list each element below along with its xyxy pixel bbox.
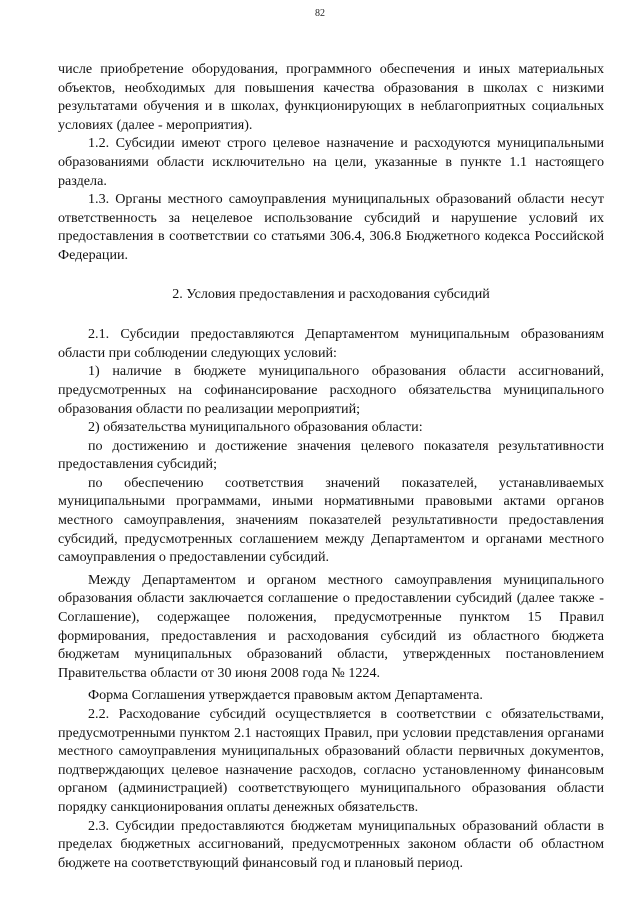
document-body	[58, 60, 604, 872]
paragraph-continuation: числе приобретение оборудования, программного обеспечения и иных материальных объектов, необходимых для повышения качества образования в школах с низкими результатами обучения и в школах, функционирующих в неблагоприятных социальных условиях (далее - мероприятия).	[58, 61, 604, 133]
paragraph-2-1-item-2b: по обеспечению соответствия значений показателей, устанавливаемых муниципальными программами, иными нормативными правовыми актами органов местного самоуправления, значениям показателей результативности предоставления субсидий, предусмотренных соглашением между Департаментом и органами местного самоуправления о предоставлении субсидий.	[58, 474, 604, 566]
paragraph-2-2: 2.2. Расходование субсидий осуществляется в соответствии с обязательствами, предусмотренными пунктом 2.1 настоящих Правил, при условии представления органами местного самоуправления муниципальных образований области первичных документов, подтверждающих целевое назначение расходов, согласно установленному финансовым органом (администрацией) соответствующего муниципального образования области порядку санкционирования оплаты денежных обязательств.	[58, 706, 604, 815]
paragraph-2-1-item-1: 1) наличие в бюджете муниципального образования области ассигнований, предусмотренных на софинансирование расходного обязательства муниципального образования области по реализации мероприятий;	[58, 363, 604, 417]
section-heading: 2. Условия предоставления и расходования субсидий	[172, 285, 490, 302]
paragraph-agreement: Между Департаментом и органом местного самоуправления муниципального образования области заключается соглашение о предоставлении субсидий (далее также - Соглашение), содержащее положения, предусмотренные пунктом 15 Правил формирования, предоставления и расходования субсидий из областного бюджета бюджетам муниципальных образований области, утвержденных постановлением Правительства области от 30 июня 2008 года № 1224.	[58, 571, 604, 681]
paragraph-2-1-item-2: 2) обязательства муниципального образования области:	[88, 419, 423, 436]
paragraph-2-3: 2.3. Субсидии предоставляются бюджетам муниципальных образований области в пределах бюджетных ассигнований, предусмотренных законом области об областном бюджете на соответствующий финансовый год и плановый период.	[58, 817, 604, 871]
page-number: 82	[315, 8, 325, 19]
paragraph-2-1-item-2a: по достижению и достижение значения целевого показателя результативности предоставления субсидий;	[58, 437, 604, 473]
paragraph-agreement-form: Форма Соглашения утверждается правовым актом Департамента.	[88, 687, 483, 704]
paragraph-1-2: 1.2. Субсидии имеют строго целевое назначение и расходуются муниципальными образованиями области исключительно на цели, указанные в пункте 1.1 настоящего раздела.	[58, 135, 604, 189]
paragraph-1-3: 1.3. Органы местного самоуправления муниципальных образований области несут ответственность за нецелевое использование субсидий и нарушение условий их предоставления в соответствии со статьями 306.4, 306.8 Бюджетного кодекса Российской Федерации.	[58, 191, 604, 263]
paragraph-2-1: 2.1. Субсидии предоставляются Департаментом муниципальным образованиям области при соблюдении следующих условий:	[58, 326, 604, 361]
